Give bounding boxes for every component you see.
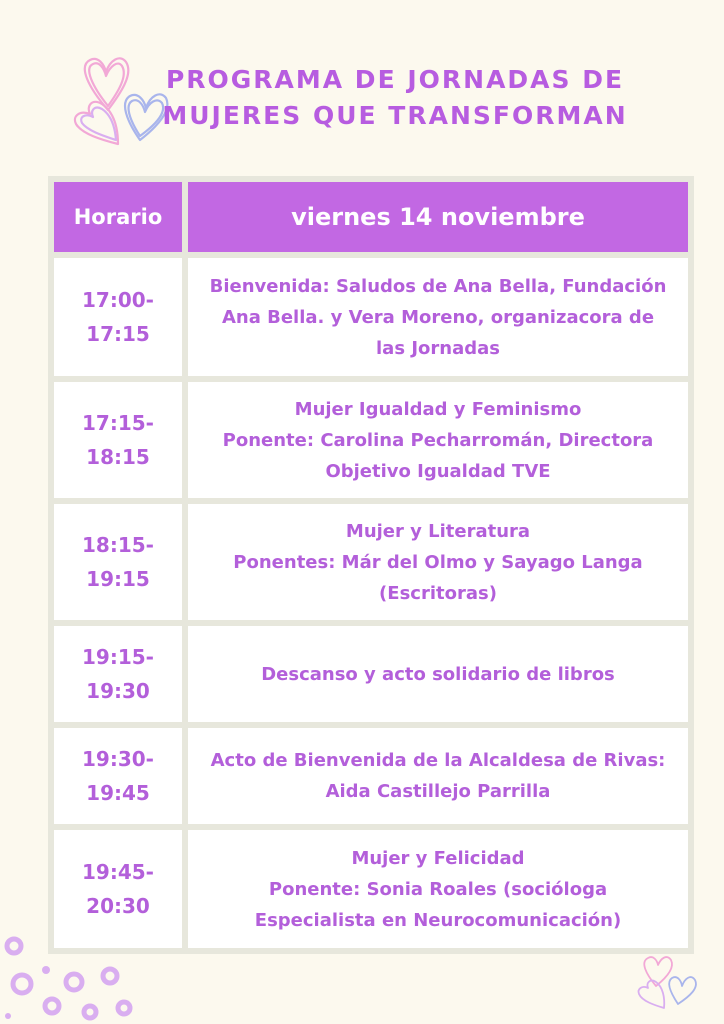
session-line: (Escritoras) <box>379 582 497 604</box>
session-line: Mujer y Literatura <box>345 520 531 542</box>
session-line: Mujer Igualdad y Feminismo <box>294 398 582 420</box>
time-cell <box>54 728 182 824</box>
time-cell <box>54 830 182 948</box>
time-end: 19:15 <box>86 567 150 591</box>
time-cell <box>54 258 182 376</box>
time-start: 18:15- <box>82 533 154 557</box>
title-line: PROGRAMA DE JORNADAS DE <box>165 65 625 94</box>
header-date-label: viernes 14 noviembre <box>291 203 585 231</box>
time-end: 19:30 <box>86 679 150 703</box>
session-line: Bienvenida: Saludos de Ana Bella, Fundación <box>209 275 667 297</box>
session-line: las Jornadas <box>376 337 500 359</box>
session-cell <box>188 258 688 376</box>
time-start: 19:45- <box>82 860 154 884</box>
schedule-table <box>48 176 694 954</box>
session-line: Objetivo Igualdad TVE <box>325 460 551 482</box>
time-end: 20:30 <box>86 894 150 918</box>
session-cell <box>188 504 688 620</box>
session-line: Especialista en Neurocomunicación) <box>254 909 622 931</box>
page-title <box>160 62 630 134</box>
session-cell <box>188 830 688 948</box>
session-line: Ponente: Sonia Roales (socióloga <box>268 878 608 900</box>
time-start: 19:30- <box>82 747 154 771</box>
time-end: 18:15 <box>86 445 150 469</box>
time-end: 19:45 <box>86 781 150 805</box>
session-line: Mujer y Felicidad <box>351 847 525 869</box>
time-start: 17:00- <box>82 288 154 312</box>
time-start: 19:15- <box>82 645 154 669</box>
session-line: Aida Castillejo Parrilla <box>325 781 551 802</box>
header-horario <box>54 182 182 252</box>
time-start: 17:15- <box>82 411 154 435</box>
time-cell <box>54 504 182 620</box>
time-end: 17:15 <box>86 322 150 346</box>
session-cell <box>188 382 688 498</box>
time-cell <box>54 382 182 498</box>
session-line: Ana Bella. y Vera Moreno, organizacora de <box>221 306 655 328</box>
session-line: Ponente: Carolina Pecharromán, Directora <box>222 429 654 451</box>
hearts-icon <box>634 950 704 1014</box>
session-line: Descanso y acto solidario de libros <box>261 663 615 685</box>
title-line: MUJERES QUE TRANSFORMAN <box>162 101 628 130</box>
session-line: Acto de Bienvenida de la Alcaldesa de Rivas: <box>210 750 666 771</box>
session-cell <box>188 626 688 722</box>
session-line: Ponentes: Már del Olmo y Sayago Langa <box>233 551 643 573</box>
header-horario-label: Horario <box>73 205 163 229</box>
time-cell <box>54 626 182 722</box>
session-cell <box>188 728 688 824</box>
header-date <box>188 182 688 252</box>
